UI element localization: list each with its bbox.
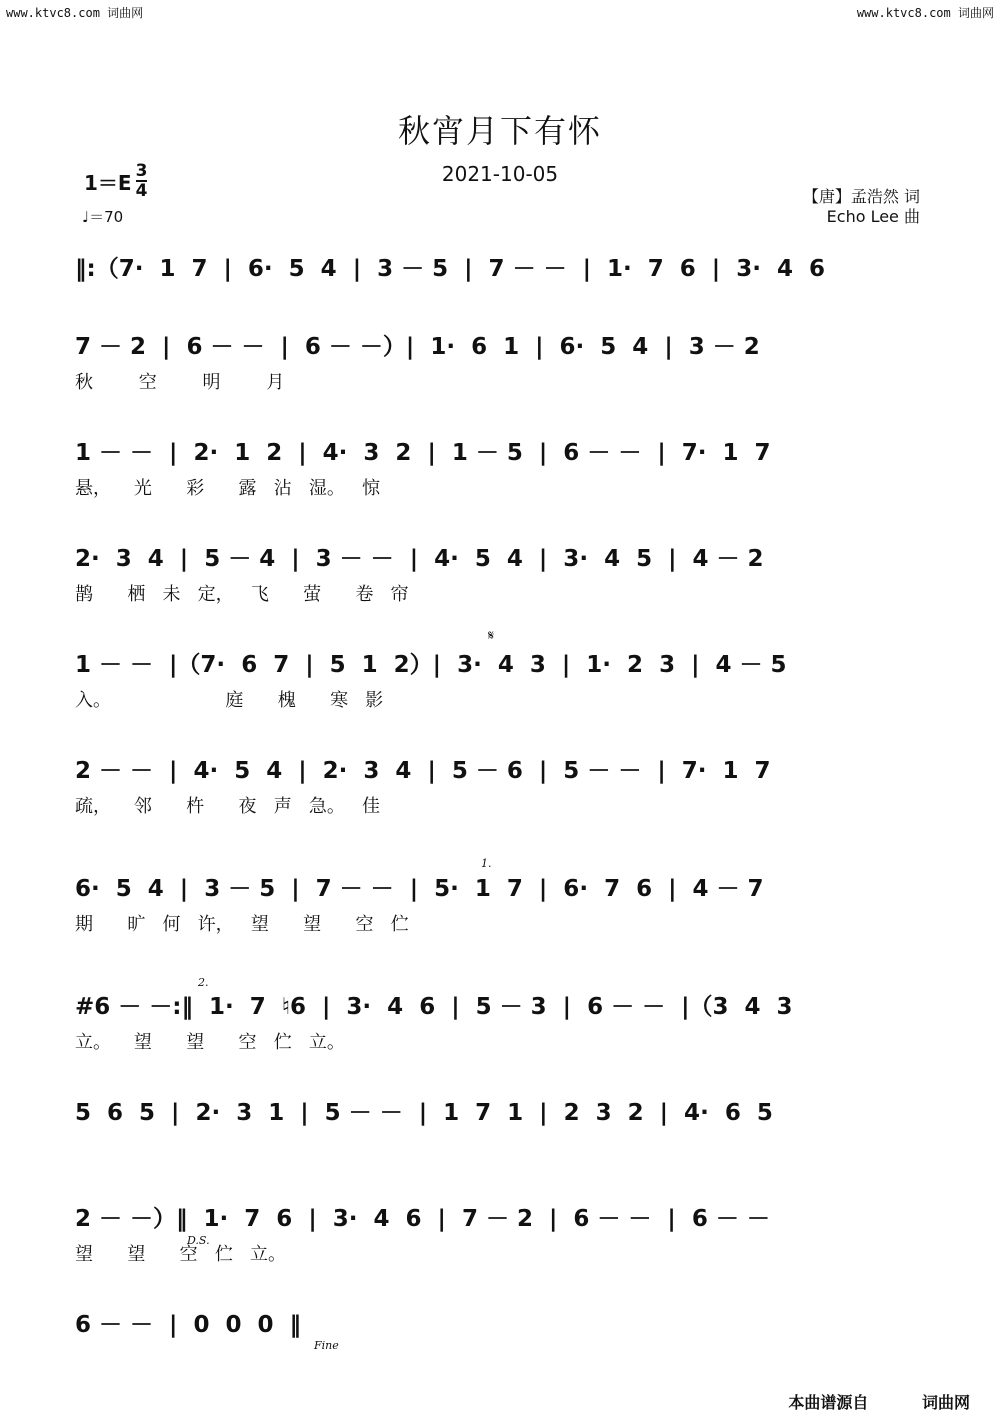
key-label: 1＝E xyxy=(84,170,132,195)
notation-line: 1 － － | 2· 1 2 | 4· 3 2 | 1 － 5 | 6 － － | 7· 1 7 xyxy=(75,439,771,466)
key-signature xyxy=(84,162,147,200)
song-date: 2021-10-05 xyxy=(441,162,559,186)
notation-line: 2 － －）‖ 1· 7 6 | 3· 4 6 | 7 － 2 | 6 － － | 6 － － xyxy=(75,1205,770,1232)
volta-1-mark: 1. xyxy=(481,857,492,870)
ds-mark: D.S. xyxy=(187,1234,210,1247)
time-sig-bottom: 4 xyxy=(135,181,148,201)
notation-line: 5 6 5 | 2· 3 1 | 5 － － | 1 7 1 | 2 3 2 | 4· 6 5 xyxy=(75,1099,773,1126)
lyrics-line: 悬， 光 彩 露 沾 湿。 惊 xyxy=(75,478,381,499)
composer-credit: Echo Lee 曲 xyxy=(826,207,920,226)
time-signature xyxy=(136,162,148,200)
time-sig-top: 3 xyxy=(135,161,148,181)
notation-line: 1 － － |（7· 6 7 | 5 1 2）| 3· 4 3 | 1· 2 3 | 4 － 5 xyxy=(75,651,787,678)
header-left-url: www.ktvc8.com xyxy=(6,6,100,20)
footer-source: 本曲谱源自 xyxy=(788,1393,869,1412)
header-left xyxy=(6,4,143,21)
header-right-site: 词曲网 xyxy=(957,6,994,20)
lyrics-line: 入。 庭 槐 寒 影 xyxy=(75,690,384,711)
notation-line: 2· 3 4 | 5 － 4 | 3 － － | 4· 5 4 | 3· 4 5 | 4 － 2 xyxy=(75,545,764,572)
lyrics-line: 期 旷 何 许， 望 望 空 伫 xyxy=(75,914,409,935)
notation-line: 2 － － | 4· 5 4 | 2· 3 4 | 5 － 6 | 5 － － | 7· 1 7 xyxy=(75,757,771,784)
lyrics-line: 鹊 栖 未 定， 飞 萤 卷 帘 xyxy=(75,584,409,605)
tempo-marking: ♩＝70 xyxy=(82,208,124,226)
lyrics-line: 望 望 空 伫 立。 xyxy=(75,1244,286,1265)
notation-line: 6 － － | 0 0 0 ‖ xyxy=(75,1311,302,1338)
notation-line: #6 － －:‖ 1· 7 ♮6 | 3· 4 6 | 5 － 3 | 6 － － |（3 4 3 xyxy=(75,993,793,1020)
notation-line: 7 － 2 | 6 － － | 6 － －）| 1· 6 1 | 6· 5 4 | 3 － 2 xyxy=(75,333,760,360)
footer xyxy=(788,1390,970,1413)
lyricist-credit: 【唐】孟浩然 词 xyxy=(802,187,920,206)
footer-site: 词曲网 xyxy=(921,1393,970,1412)
fine-mark: Fine xyxy=(314,1339,339,1352)
segno-mark: 𝄋 xyxy=(488,628,495,644)
header-right-url: www.ktvc8.com xyxy=(856,6,951,20)
song-title: 秋宵月下有怀 xyxy=(397,112,602,150)
lyrics-line: 立。 望 望 空 伫 立。 xyxy=(75,1032,345,1053)
header-left-site: 词曲网 xyxy=(107,6,144,20)
notation-line: 6· 5 4 | 3 － 5 | 7 － － | 5· 1 7 | 6· 7 6 | 4 － 7 xyxy=(75,875,764,902)
lyrics-line: 秋 空 明 月 xyxy=(75,372,285,393)
header-right xyxy=(857,4,994,21)
lyrics-line: 疏， 邻 杵 夜 声 急。 佳 xyxy=(75,796,381,817)
volta-2-mark: 2. xyxy=(198,976,209,989)
notation-line: ‖:（7· 1 7 | 6· 5 4 | 3 － 5 | 7 － － | 1· 7 6 | 3· 4 6 xyxy=(75,255,825,282)
